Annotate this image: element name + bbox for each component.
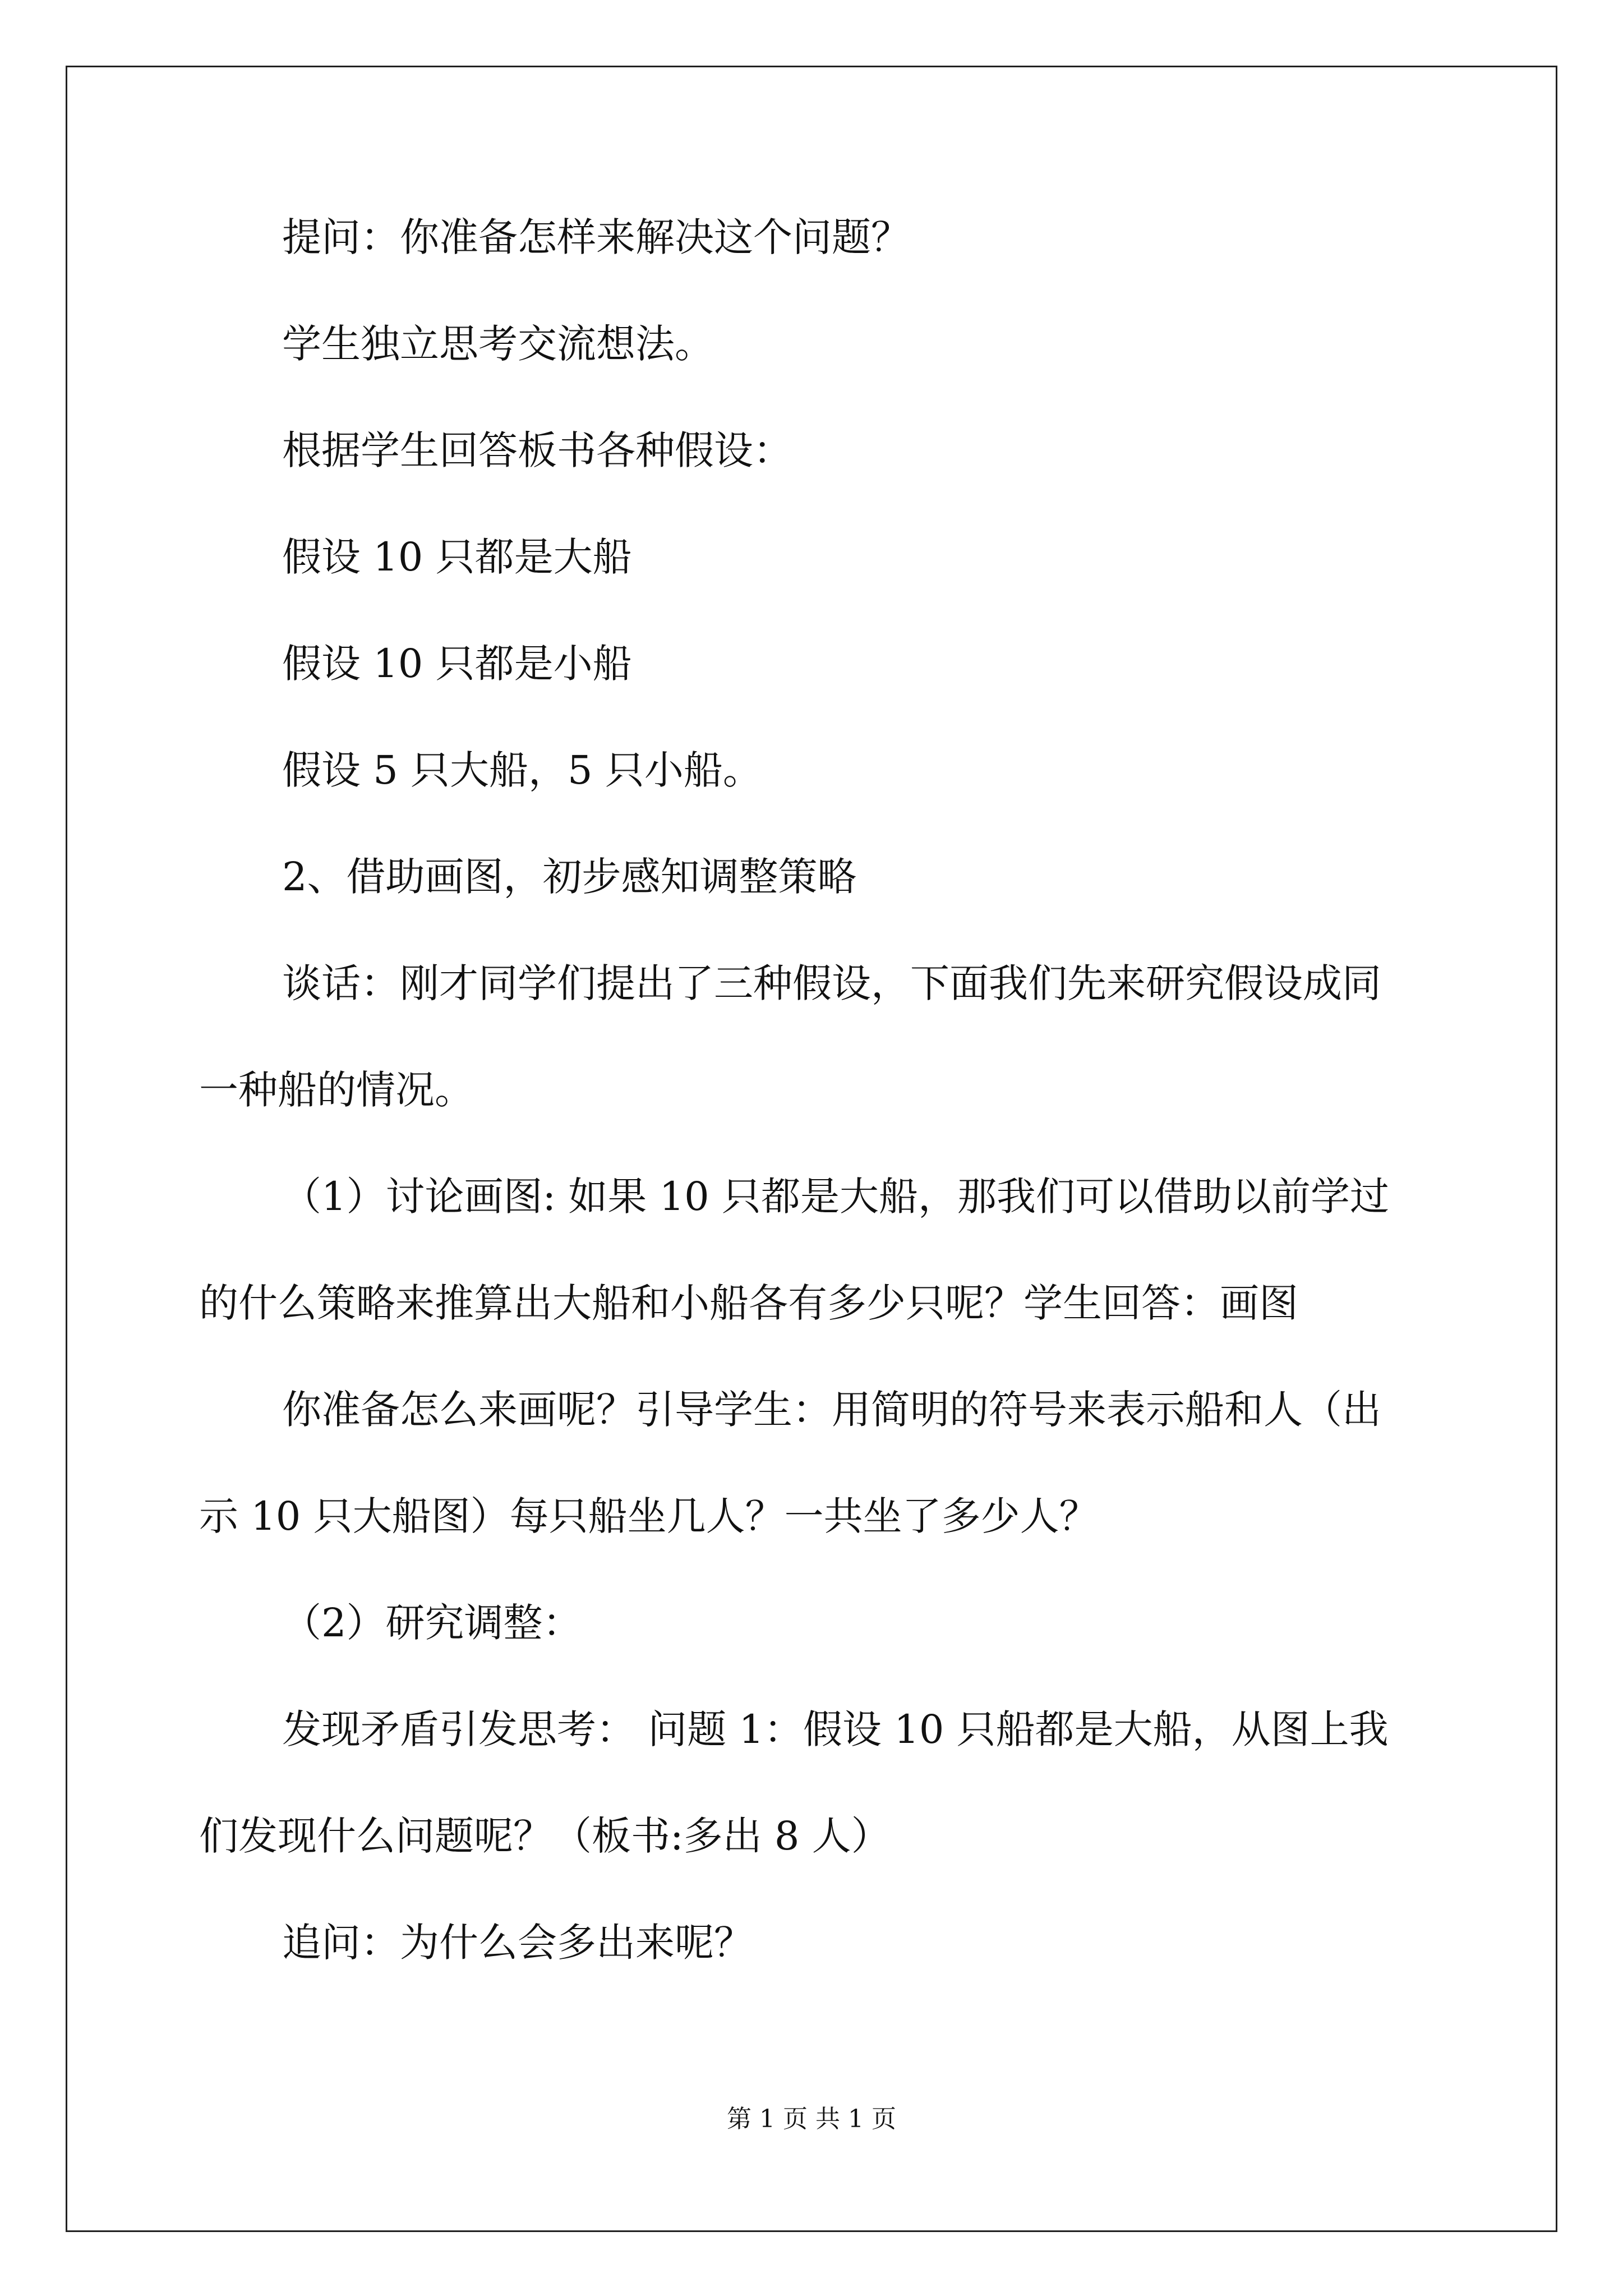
text-line: 2、借助画图，初步感知调整策略 — [282, 854, 857, 900]
text-line: 一种船的情况。 — [199, 1067, 474, 1113]
page-footer: 第 1 页 共 1 页 — [727, 2105, 896, 2133]
text-line: 谈话：刚才同学们提出了三种假设，下面我们先来研究假设成同 — [282, 960, 1381, 1006]
text-line: （1）讨论画图: 如果 10 只都是大船，那我们可以借助以前学过 — [282, 1174, 1389, 1220]
page-border — [66, 66, 1557, 2232]
text-line: 们发现什么问题呢？（板书:多出 8 人） — [199, 1813, 891, 1859]
text-line: 发现矛盾引发思考： 问题 1：假设 10 只船都是大船，从图上我 — [282, 1706, 1389, 1752]
text-line: 追问：为什么会多出来呢？ — [282, 1920, 753, 1966]
text-line: 的什么策略来推算出大船和小船各有多少只呢？学生回答：画图 — [199, 1280, 1298, 1326]
text-line: （2）研究调整： — [282, 1600, 582, 1646]
text-line: 假设 5 只大船，5 只小船。 — [282, 747, 762, 793]
text-line: 学生独立思考交流想法。 — [282, 321, 714, 367]
text-line: 示 10 只大船图）每只船坐几人？一共坐了多少人？ — [199, 1493, 1099, 1539]
text-line: 假设 10 只都是大船 — [282, 534, 632, 580]
text-line: 你准备怎么来画呢？引导学生：用简明的符号来表示船和人（出 — [282, 1387, 1381, 1433]
text-line: 提问：你准备怎样来解决这个问题？ — [282, 214, 910, 260]
text-line: 假设 10 只都是小船 — [282, 641, 632, 687]
text-line: 根据学生回答板书各种假设： — [282, 427, 792, 473]
